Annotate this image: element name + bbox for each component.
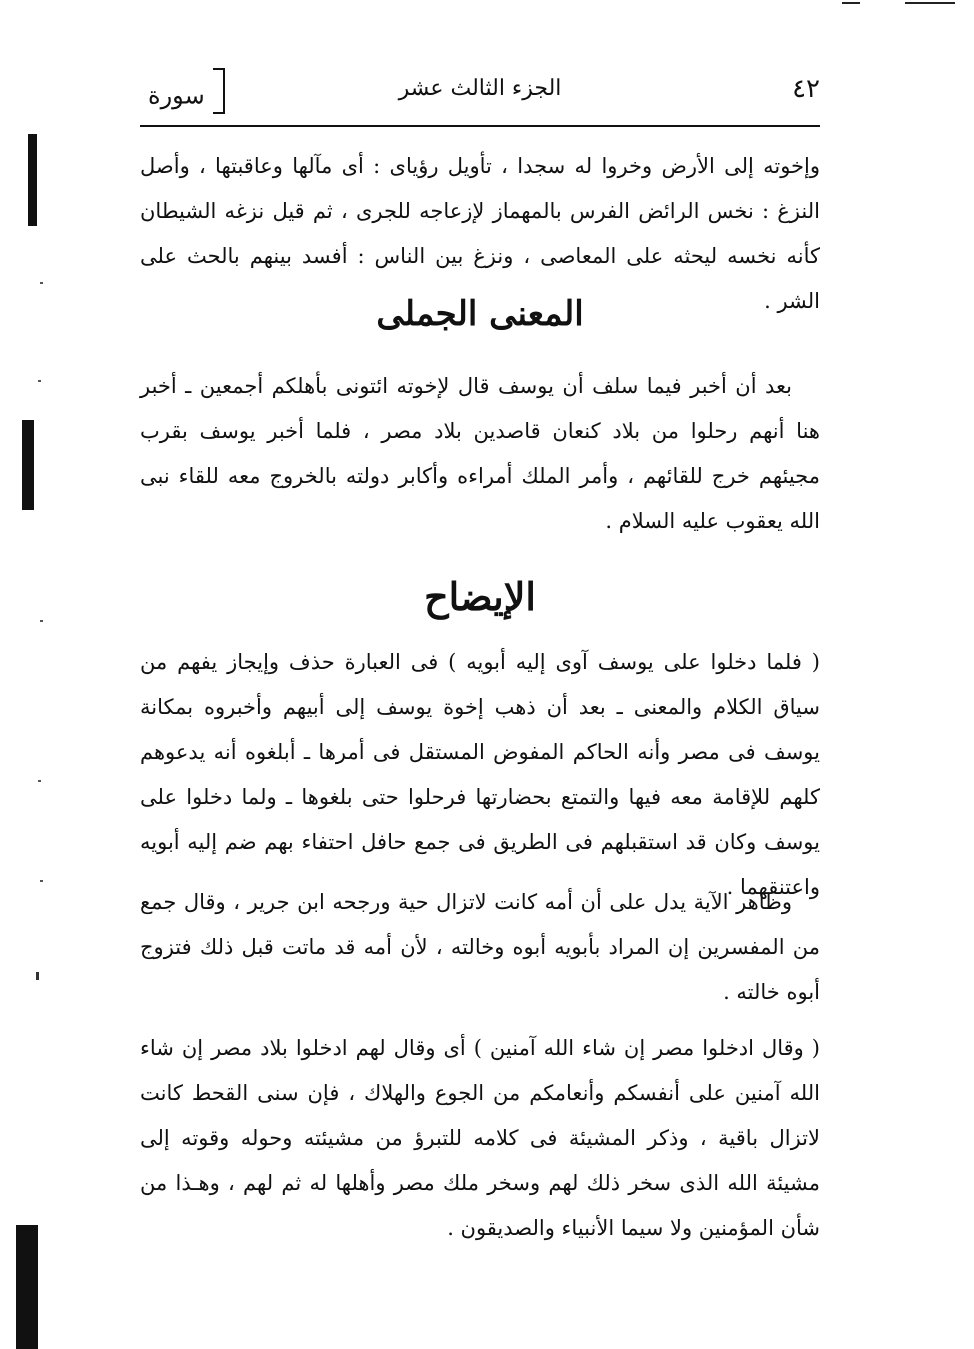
scan-top-rule xyxy=(842,2,860,4)
paragraph-top: وإخوته إلى الأرض وخروا له سجدا ، تأويل رؤياى : أى مآلها وعاقبتها ، وأصل النزغ : نخس الرائض الفرس بالمهماز لإزعاجه للجرى ، ثم قيل نزغه الشيطان كأنه نخسه ليحثه على المعاصى ، ونزغ بين الناس : أفسد بينهم بالحث على الشر . xyxy=(140,154,820,313)
scan-speck xyxy=(38,380,41,382)
section-heading-explanation: الإيضاح xyxy=(424,574,536,619)
running-title: الجزء الثالث عشر xyxy=(398,76,562,101)
paragraph-explanation-1: ( فلما دخلوا على يوسف آوى إليه أبويه ) فى العبارة حذف وإيجاز يفهم من سياق الكلام والمعنى ـ بعد أن ذهب إخوة يوسف إلى أبيهم وأخبروه بمكانة يوسف فى مصر وأنه الحاكم المفوض المستقل فى أمرها ـ أبلغوه أنه يدعوهم كلهم للإقامة معه فيها والتمتع بحضارتها فرحلوا حتى بلغوها ـ ولما دخلوا على يوسف وكان قد استقبلهم فى الطريق فى جمع حافل احتفاء بهم ضم إليه أبويه واعتنقهما . xyxy=(140,650,820,899)
scan-speck xyxy=(40,880,43,882)
margin-scan-mark xyxy=(22,420,34,510)
chapter-label xyxy=(148,74,225,120)
margin-scan-mark xyxy=(28,134,37,226)
section-heading-general-meaning: المعنى الجملى xyxy=(376,294,584,334)
bracket-mark xyxy=(213,68,225,114)
scan-speck xyxy=(36,972,39,980)
scan-speck xyxy=(40,282,43,284)
scan-speck xyxy=(40,620,43,622)
paragraph-explanation-2: وظاهر الآية يدل على أن أمه كانت لاتزال حية ورجحه ابن جرير ، وقال جمع من المفسرين إن المراد بأبويه أبوه وخالته ، لأن أمه قد ماتت قبل ذلك فتزوج أبوه خالته . xyxy=(140,890,820,1004)
header-divider xyxy=(140,125,820,127)
page-number: ٤٢ xyxy=(792,74,820,104)
paragraph-general-meaning: بعد أن أخبر فيما سلف أن يوسف قال لإخوته ائتونى بأهلكم أجمعين ـ أخبر هنا أنهم رحلوا من بلاد كنعان قاصدين بلاد مصر ، فلما أخبر يوسف بقرب مجيئهم خرج للقائهم ، وأمر الملك أمراءه وأكابر دولته بالخروج معه للقاء نبى الله يعقوب عليه السلام . xyxy=(140,374,820,533)
scan-top-rule xyxy=(905,2,955,4)
paragraph-explanation-3: ( وقال ادخلوا مصر إن شاء الله آمنين ) أى وقال لهم ادخلوا بلاد مصر إن شاء الله آمنين على أنفسكم وأنعامكم من الجوع والهلاك ، فإن سنى القحط كانت لاتزال باقية ، وذكر المشيئة فى كلامه للتبرؤ من مشيئته وحوله وقوته إلى مشيئة الله الذى سخر ذلك لهم وسخر ملك مصر وأهلها له ثم لهم ، وهـذا من شأن المؤمنين ولا سيما الأنبياء والصديقون . xyxy=(140,1036,820,1240)
chapter-label-text: سورة xyxy=(148,81,205,110)
margin-scan-mark xyxy=(16,1225,38,1349)
page-header xyxy=(140,64,820,114)
scan-speck xyxy=(38,780,41,782)
